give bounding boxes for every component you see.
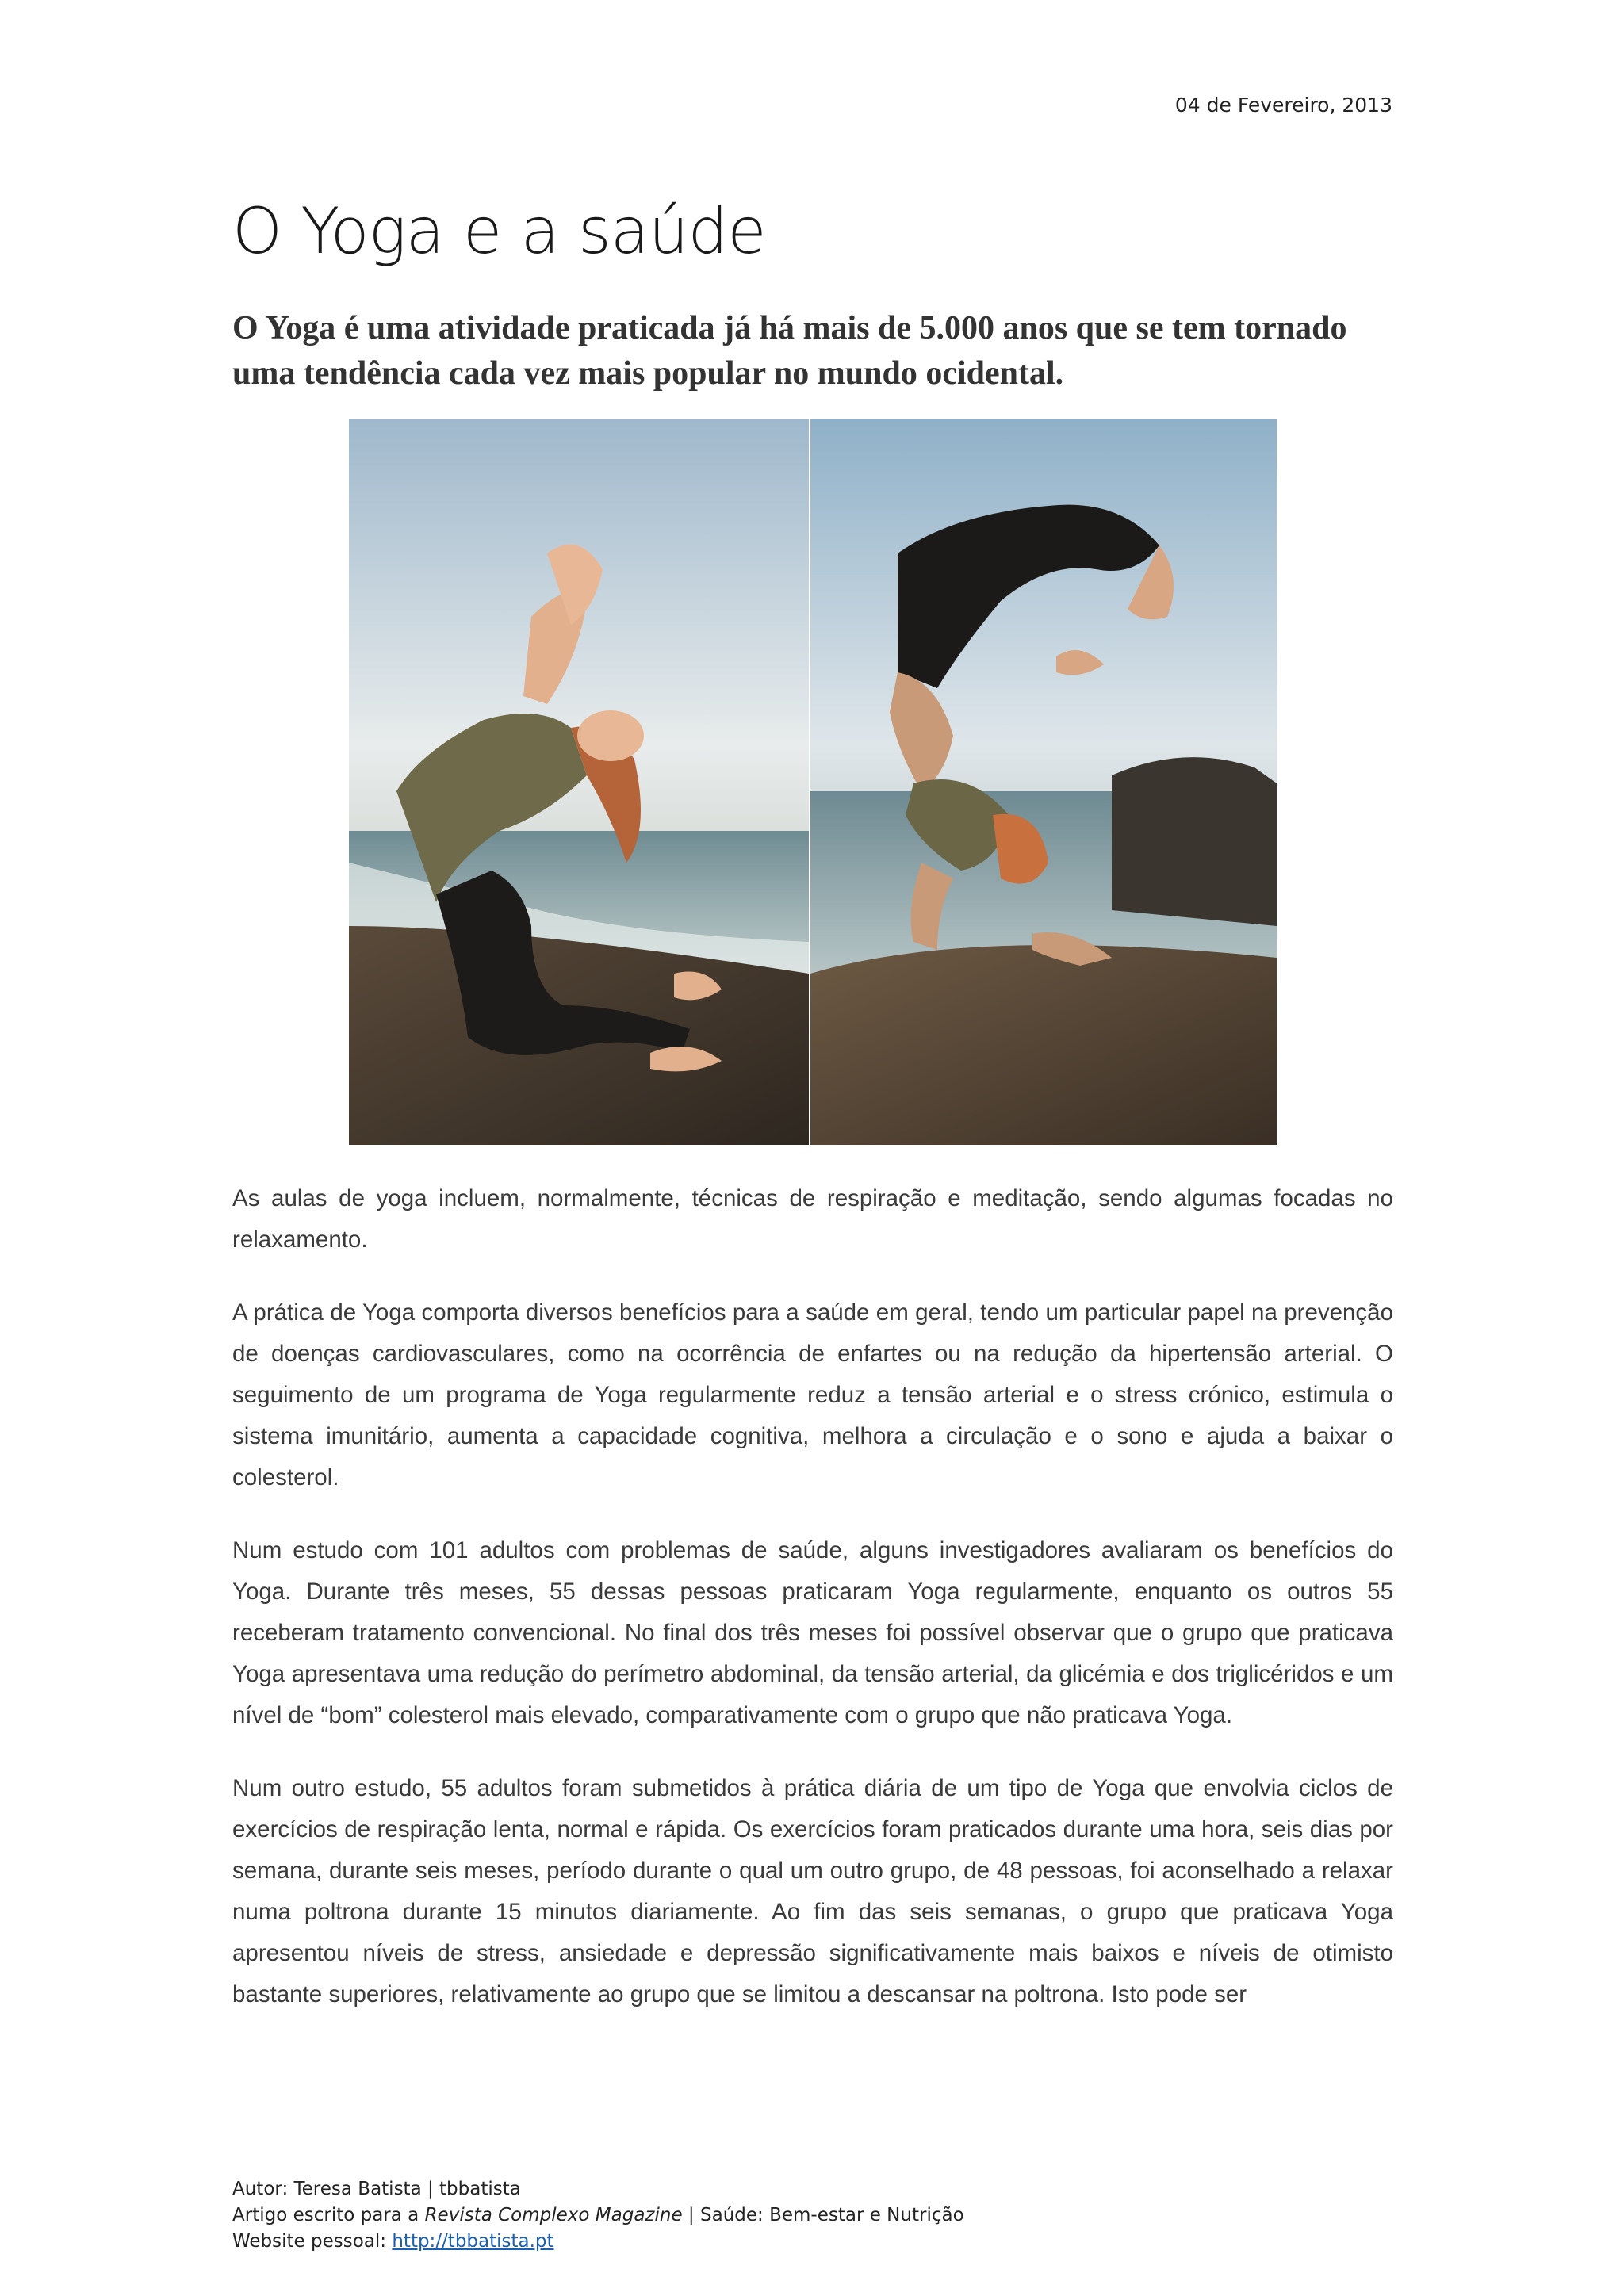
website-link[interactable]: http://tbbatista.pt — [392, 2231, 554, 2252]
article-body — [232, 1178, 1393, 2047]
footer-website-label: Website pessoal: — [232, 2231, 393, 2252]
yoga-photo-right — [810, 419, 1277, 1145]
article-date: 04 de Fevereiro, 2013 — [1174, 94, 1392, 117]
footer-magazine-name: Revista Complexo Magazine — [424, 2205, 683, 2225]
article-footer — [232, 2176, 964, 2255]
article-paragraph: Num estudo com 101 adultos com problemas de saúde, alguns investigadores avaliaram os benefícios do Yoga. Durante três meses, 55 dessas pessoas praticaram Yoga regularmente, enquanto os outros 55 receberam tratamento convencional. No final dos três meses foi possível observar que o grupo que praticava Yoga apresentava uma redução do perímetro abdominal, da tensão arterial, da glicémia e dos triglicéridos e um nível de “bom” colesterol mais elevado, comparativamente com o grupo que não praticava Yoga. — [232, 1537, 1393, 1728]
footer-publication-prefix: Artigo escrito para a — [232, 2205, 425, 2225]
yoga-photo-left — [349, 419, 809, 1145]
yoga-photo — [349, 419, 1277, 1145]
article-lead: O Yoga é uma atividade praticada já há mais de 5.000 anos que se tem tornado uma tendência cada vez mais popular no mundo ocidental. — [232, 310, 1347, 392]
article-title: O Yoga e a saúde — [232, 194, 766, 268]
footer-publication — [232, 2202, 964, 2229]
footer-publication-suffix: | Saúde: Bem-estar e Nutrição — [682, 2205, 964, 2225]
article-paragraph: Num outro estudo, 55 adultos foram submetidos à prática diária de um tipo de Yoga que envolvia ciclos de exercícios de respiração lenta, normal e rápida. Os exercícios foram praticados durante uma hora, seis dias por semana, durante seis meses, período durante o qual um outro grupo, de 48 pessoas, foi aconselhado a relaxar numa poltrona durante 15 minutos diariamente. Ao fim das seis semanas, o grupo que praticava Yoga apresentou níveis de stress, ansiedade e depressão significativamente mais baixos e níveis de otimisto bastante superiores, relativamente ao grupo que se limitou a descansar na poltrona. Isto pode ser — [232, 1775, 1393, 2007]
article-paragraph: A prática de Yoga comporta diversos benefícios para a saúde em geral, tendo um particular papel na prevenção de doenças cardiovasculares, como na ocorrência de enfartes ou na redução da hipertensão arterial. O seguimento de um programa de Yoga regularmente reduz a tensão arterial e o stress crónico, estimula o sistema imunitário, aumenta a capacidade cognitiva, melhora a circulação e o sono e ajuda a baixar o colesterol. — [232, 1299, 1393, 1490]
article-paragraph: As aulas de yoga incluem, normalmente, técnicas de respiração e meditação, sendo algumas focadas no relaxamento. — [232, 1185, 1393, 1253]
footer-author: Autor: Teresa Batista | tbbatista — [232, 2179, 521, 2199]
footer-website — [232, 2229, 964, 2255]
